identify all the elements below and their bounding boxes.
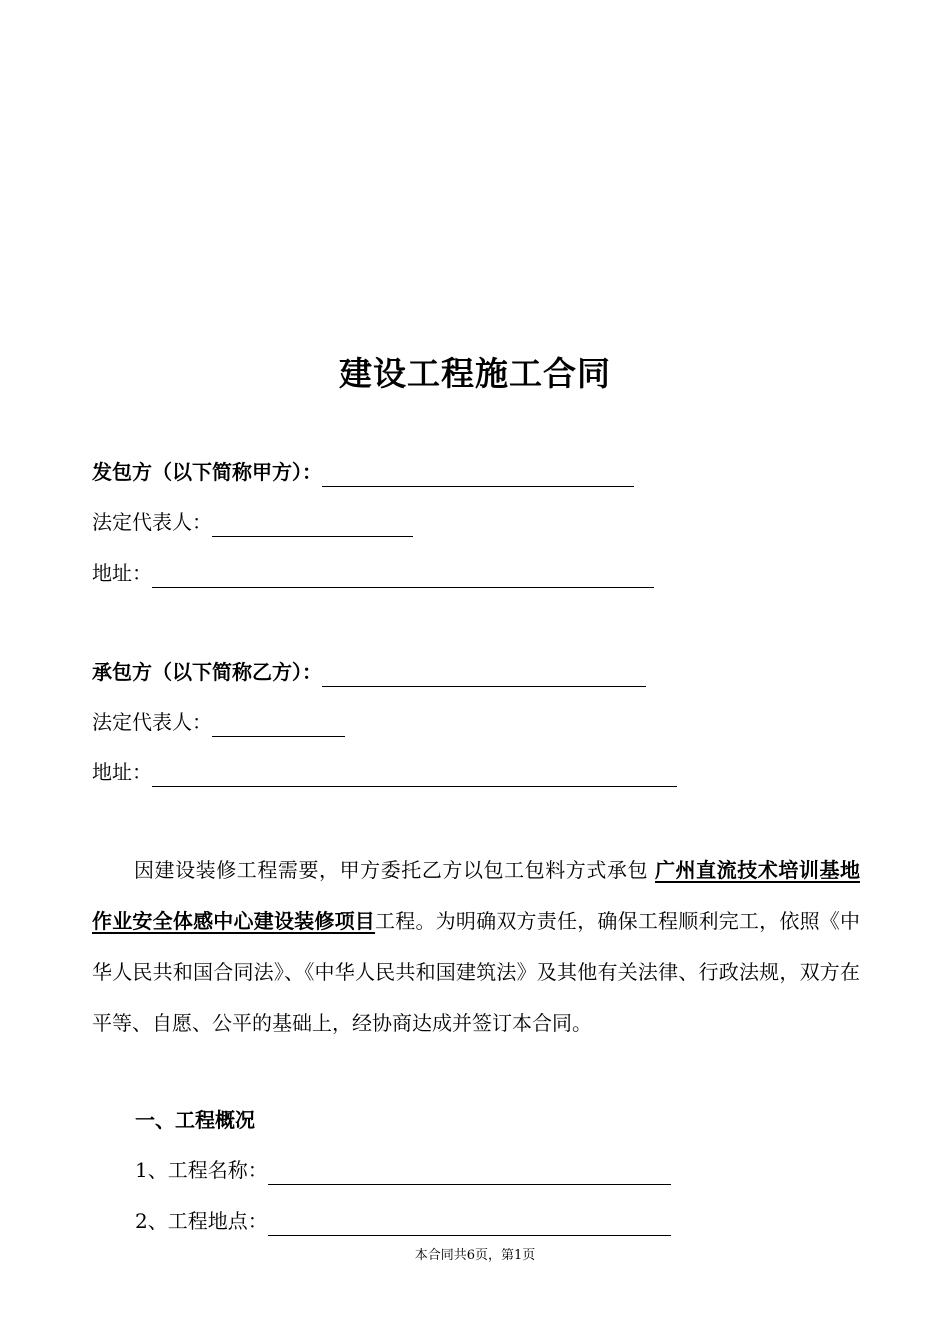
project-location-blank: [268, 1211, 671, 1236]
party-a-row: [92, 457, 634, 487]
project-name-label: 1、工程名称：: [135, 1158, 268, 1182]
party-a-label: 发包方（以下简称甲方）：: [92, 460, 322, 484]
party-b-blank: [322, 662, 646, 687]
intro-text-after: 工程。为明确双方责任，确保工程顺利完工，依照《中华人民共和国合同法》、《中华人民共和国建筑法》及其他有关法律、行政法规，双方在平等、自愿、公平的基础上，经协商达成并签订本合同。: [92, 909, 861, 1035]
party-b-representative-label: 法定代表人：: [92, 710, 212, 734]
party-b-row: [92, 657, 646, 687]
project-name: 广州直流技术培训基地作业安全体感中心建设装修项目: [92, 858, 861, 933]
party-b-address-blank: [152, 762, 677, 787]
party-a-blank: [322, 462, 634, 487]
intro-paragraph: [92, 845, 860, 1049]
party-a-representative-blank: [212, 512, 413, 537]
section-1-heading: 一、工程概况: [135, 1108, 255, 1132]
page-footer: 本合同共6页，第1页: [414, 1248, 536, 1263]
party-b-address-row: [92, 757, 677, 787]
project-location-row: [135, 1206, 671, 1236]
party-b-address-label: 地址：: [92, 760, 152, 784]
intro-text-before: 因建设装修工程需要，甲方委托乙方以包工包料方式承包: [134, 858, 649, 882]
party-a-address-row: [92, 558, 654, 588]
party-a-address-label: 地址：: [92, 561, 152, 585]
party-a-representative-label: 法定代表人：: [92, 510, 212, 534]
project-location-label: 2、工程地点：: [135, 1209, 268, 1233]
party-a-representative-row: [92, 507, 413, 537]
party-b-representative-blank: [212, 712, 345, 737]
document-title: 建设工程施工合同: [339, 354, 611, 393]
project-name-row: [135, 1155, 671, 1185]
party-a-address-blank: [152, 563, 654, 588]
party-b-label: 承包方（以下简称乙方）：: [92, 660, 322, 684]
project-name-blank: [268, 1160, 671, 1185]
party-b-representative-row: [92, 707, 345, 737]
